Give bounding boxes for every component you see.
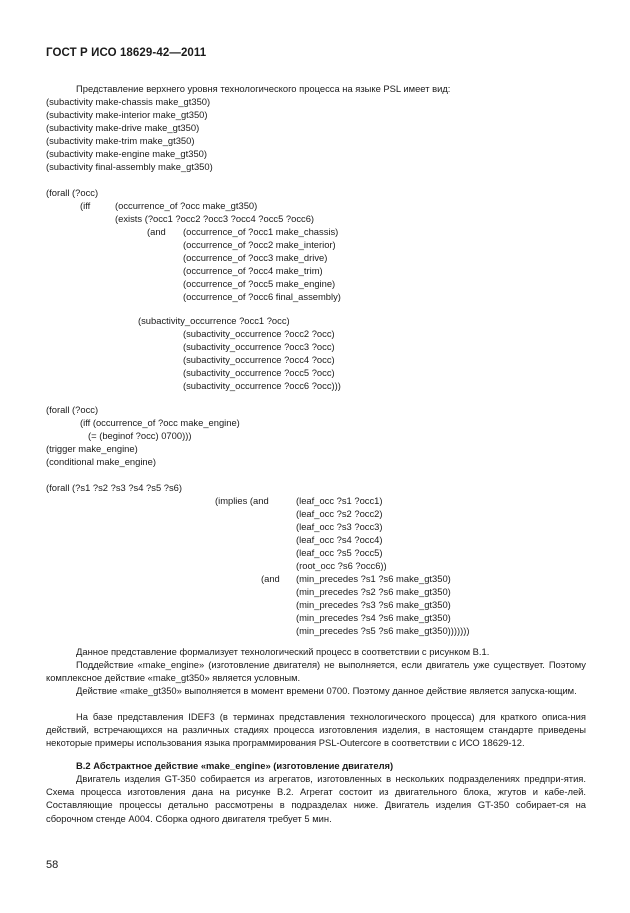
code-line: (= (beginof ?occ) 0700))) <box>88 430 192 441</box>
code-line: (leaf_occ ?s2 ?occ2) <box>296 508 383 519</box>
code-line: (leaf_occ ?s1 ?occ1) <box>296 495 383 506</box>
code-line: (leaf_occ ?s3 ?occ3) <box>296 521 383 532</box>
code-line: (conditional make_engine) <box>46 456 156 467</box>
code-line: (root_occ ?s6 ?occ6)) <box>296 560 387 571</box>
code-line: (min_precedes ?s1 ?s6 make_gt350) <box>296 573 451 584</box>
code-line: (occurrence_of ?occ1 make_chassis) <box>183 226 339 237</box>
intro-line: Представление верхнего уровня технологического процесса на языке PSL имеет вид: <box>76 83 451 94</box>
code-line: (forall (?occ) <box>46 404 99 415</box>
code-line: (subactivity_occurrence ?occ3 ?occ) <box>183 341 335 352</box>
code-line: (occurrence_of ?occ6 final_assembly) <box>183 291 341 302</box>
section-paragraph: Двигатель изделия GT-350 собирается из агрегатов, изготовленных в нескольких подразделениях предпри-ятия. Схема процесса изготовления дана на рисунке В.2. Агрегат состоит из двигательного блока, жгутов и кабе-лей. Составляющие процессы детально рассмотрены в подразделах ниже. Двигатель изделия GT-350 собирает-ся на сборочном стенде А004. Сборка одного двигателя требует 5 мин. <box>46 773 586 824</box>
body-paragraph: Данное представление формализует технологический процесс в соответствии с рисунком В.1. <box>76 646 490 657</box>
code-line: (leaf_occ ?s4 ?occ4) <box>296 534 383 545</box>
code-line: (iff <box>80 200 91 211</box>
code-line: (occurrence_of ?occ2 make_interior) <box>183 239 336 250</box>
code-line: (subactivity_occurrence ?occ2 ?occ) <box>183 328 335 339</box>
subactivity-line: (subactivity final-assembly make_gt350) <box>46 161 213 172</box>
code-line: (occurrence_of ?occ3 make_drive) <box>183 252 328 263</box>
subactivity-line: (subactivity make-engine make_gt350) <box>46 148 208 159</box>
page-number: 58 <box>46 859 59 871</box>
body-paragraph: Действие «make_gt350» выполняется в момент времени 0700. Поэтому данное действие является запуска-ющим. <box>76 685 577 696</box>
body-paragraph: На базе представления IDEF3 (в терминах представления технологического процесса) для краткого описа-ния действий, встречающихся на различных стадиях процесса изготовления изделия, в настоящем стандарте приведены некоторые примеры использования языка программирования PSL-Outercore в соответствии с ИСО 18629-12. <box>46 711 586 749</box>
document-header: ГОСТ Р ИСО 18629-42—2011 <box>46 47 207 59</box>
code-line: (leaf_occ ?s5 ?occ5) <box>296 547 383 558</box>
code-line: (min_precedes ?s5 ?s6 make_gt350))))))) <box>296 625 470 636</box>
code-line: (implies (and <box>215 495 269 506</box>
code-line: (trigger make_engine) <box>46 443 138 454</box>
code-line: (occurrence_of ?occ4 make_trim) <box>183 265 323 276</box>
code-line: (occurrence_of ?occ make_gt350) <box>115 200 258 211</box>
subactivity-line: (subactivity make-trim make_gt350) <box>46 135 195 146</box>
subactivity-line: (subactivity make-interior make_gt350) <box>46 109 208 120</box>
code-line: (subactivity_occurrence ?occ4 ?occ) <box>183 354 335 365</box>
code-line: (and <box>261 573 280 584</box>
code-line: (min_precedes ?s4 ?s6 make_gt350) <box>296 612 451 623</box>
code-line: (min_precedes ?s3 ?s6 make_gt350) <box>296 599 451 610</box>
code-line: (subactivity_occurrence ?occ5 ?occ) <box>183 367 335 378</box>
code-line: (subactivity_occurrence ?occ6 ?occ))) <box>183 380 341 391</box>
code-line: (and <box>147 226 166 237</box>
code-line: (subactivity_occurrence ?occ1 ?occ) <box>138 315 290 326</box>
subactivity-line: (subactivity make-chassis make_gt350) <box>46 96 211 107</box>
body-paragraph: Поддействие «make_engine» (изготовление двигателя) не выполняется, если двигатель уже существует. Поэтому комплексное действие «make_gt350» является условным. <box>46 659 586 684</box>
subactivity-line: (subactivity make-drive make_gt350) <box>46 122 200 133</box>
section-heading: В.2 Абстрактное действие «make_engine» (изготовление двигателя) <box>76 760 394 771</box>
code-line: (min_precedes ?s2 ?s6 make_gt350) <box>296 586 451 597</box>
code-line: (exists (?occ1 ?occ2 ?occ3 ?occ4 ?occ5 ?occ6) <box>115 213 315 224</box>
code-line: (occurrence_of ?occ5 make_engine) <box>183 278 336 289</box>
code-line: (forall (?occ) <box>46 187 99 198</box>
code-line: (forall (?s1 ?s2 ?s3 ?s4 ?s5 ?s6) <box>46 482 183 493</box>
code-line: (iff (occurrence_of ?occ make_engine) <box>80 417 240 428</box>
